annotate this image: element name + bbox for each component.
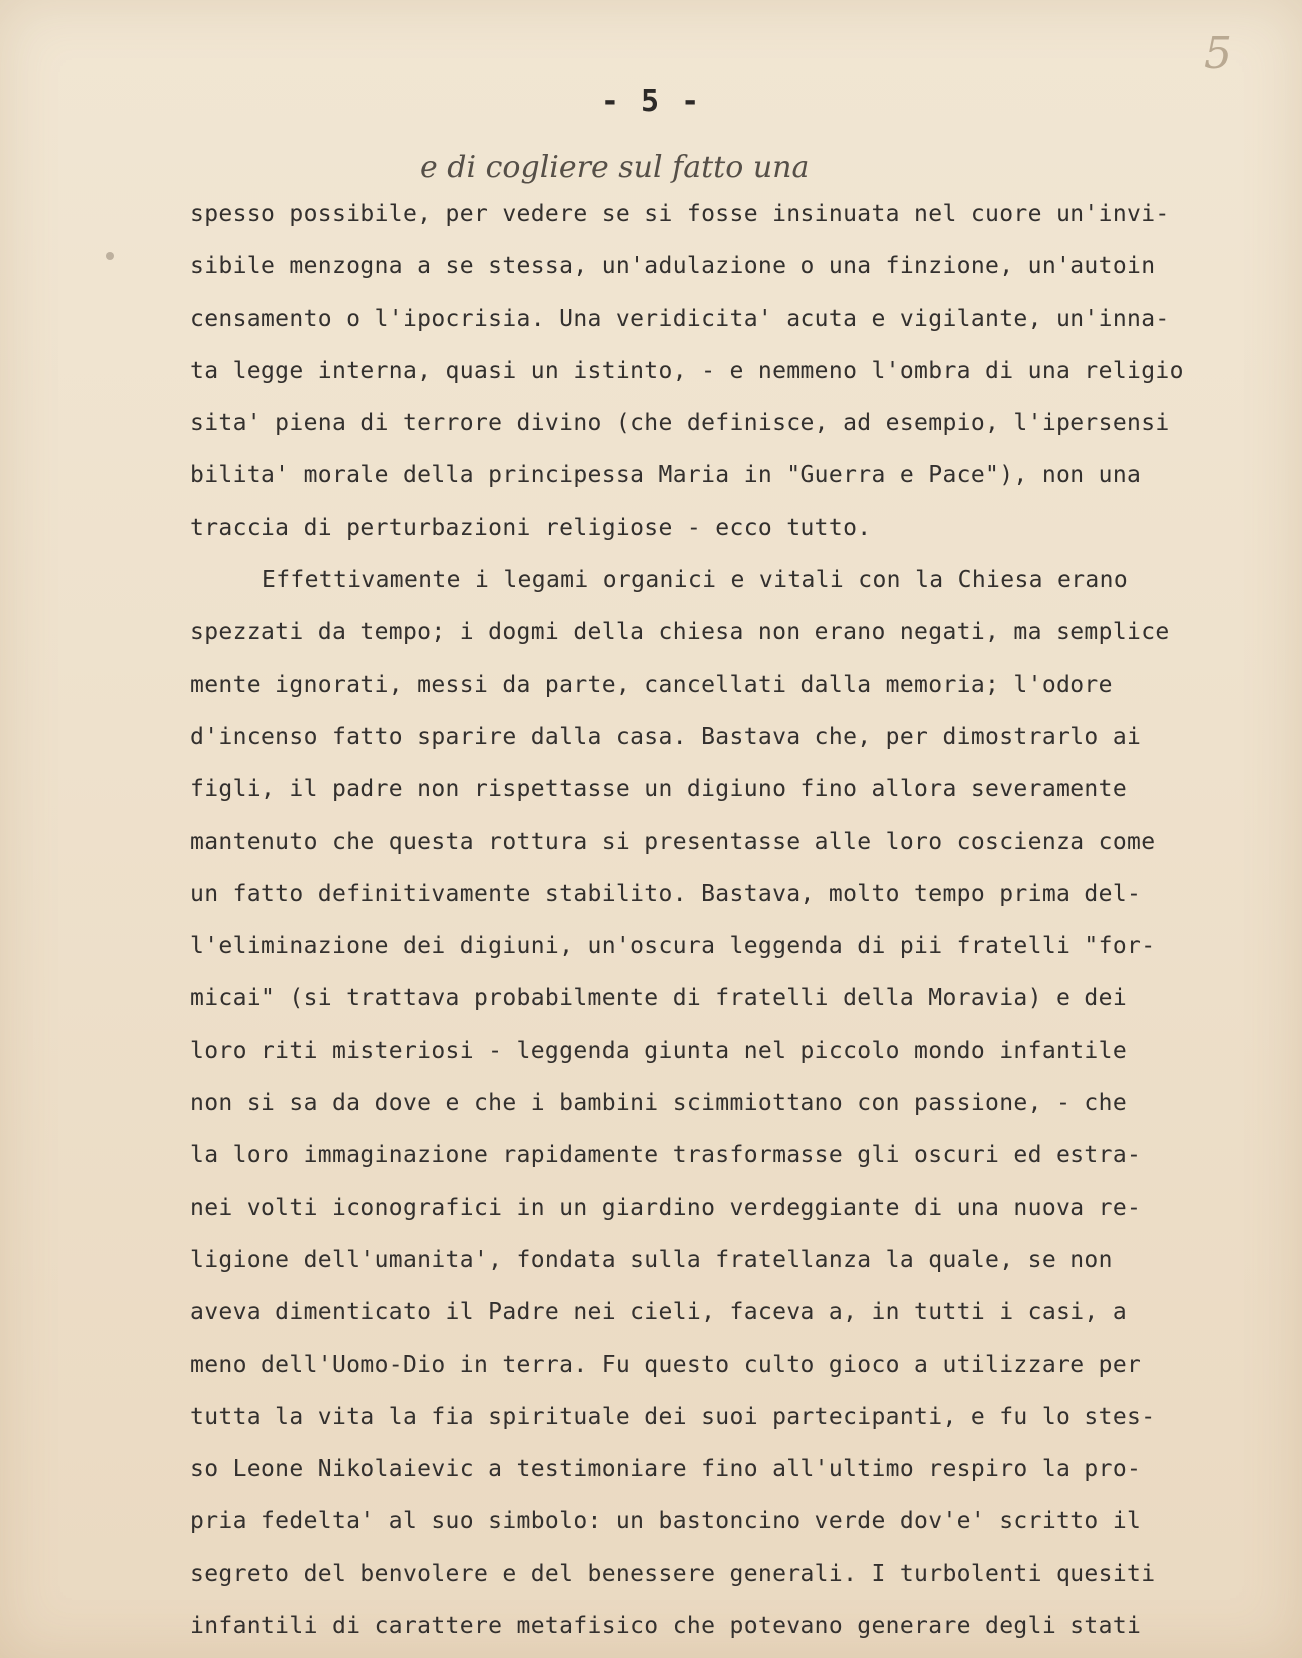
text-line: figli, il padre non rispettasse un digiuno fino allora severamente <box>190 776 1128 803</box>
punch-mark <box>106 252 114 260</box>
text-line: spesso possibile, per vedere se si fosse insinuata nel cuore un'invi- <box>190 201 1170 227</box>
text-line: non si sa da dove e che i bambini scimmiottano con passione, - che <box>190 1090 1128 1117</box>
text-line: pria fedelta' al suo simbolo: un bastoncino verde dov'e' scritto il <box>190 1508 1142 1535</box>
text-line: la loro immaginazione rapidamente trasformasse gli oscuri ed estra- <box>190 1142 1142 1169</box>
text-line: segreto del benvolere e del benessere generali. I turbolenti quesiti <box>190 1560 1156 1587</box>
text-line: d'incenso fatto sparire dalla casa. Bastava che, per dimostrarlo ai <box>190 723 1142 750</box>
text-line: ligione dell'umanita', fondata sulla fratellanza la quale, se non <box>190 1246 1113 1273</box>
page-number: - 5 - <box>600 84 702 119</box>
text-line: Effettivamente i legami organici e vitali con la Chiesa erano <box>262 567 1129 594</box>
text-line: l'eliminazione dei digiuni, un'oscura leggenda di pii fratelli "for- <box>190 933 1156 960</box>
text-line: sita' piena di terrore divino (che definisce, ad esempio, l'ipersensi <box>190 410 1170 437</box>
text-line: meno dell'Uomo-Dio in terra. Fu questo culto gioco a utilizzare per <box>190 1351 1142 1378</box>
text-line: censamento o l'ipocrisia. Una veridicita' acuta e vigilante, un'inna- <box>190 305 1170 332</box>
text-line: sibile menzogna a se stessa, un'adulazione o una finzione, un'autoin <box>190 253 1156 280</box>
text-line: un fatto definitivamente stabilito. Bastava, molto tempo prima del- <box>190 880 1142 907</box>
text-line: infantili di carattere metafisico che potevano generare degli stati <box>190 1613 1142 1640</box>
text-line: spezzati da tempo; i dogmi della chiesa non erano negati, ma semplice <box>190 619 1170 646</box>
text-line: bilita' morale della principessa Maria in "Guerra e Pace"), non una <box>190 462 1142 489</box>
text-line: ta legge interna, quasi un istinto, - e nemmeno l'ombra di una religio <box>190 357 1184 384</box>
text-line: mantenuto che questa rottura si presentasse alle loro coscienza come <box>190 828 1156 855</box>
typewritten-text <box>190 188 1230 1652</box>
corner-page-number: 5 <box>1204 28 1232 79</box>
text-line: loro riti misteriosi - leggenda giunta nel piccolo mondo infantile <box>190 1037 1128 1064</box>
text-line: nei volti iconografici in un giardino verdeggiante di una nuova re- <box>190 1194 1142 1221</box>
handwritten-insertion: e di cogliere sul fatto una <box>420 150 810 185</box>
text-line: mente ignorati, messi da parte, cancellati dalla memoria; l'odore <box>190 671 1113 698</box>
text-line: so Leone Nikolaievic a testimoniare fino all'ultimo respiro la pro- <box>190 1456 1142 1483</box>
text-line: tutta la vita la fia spirituale dei suoi partecipanti, e fu lo stes- <box>190 1403 1156 1430</box>
text-line: aveva dimenticato il Padre nei cieli, faceva a, in tutti i casi, a <box>190 1299 1128 1326</box>
text-line: traccia di perturbazioni religiose - ecco tutto. <box>190 514 872 541</box>
text-line: micai" (si trattava probabilmente di fratelli della Moravia) e dei <box>190 985 1128 1012</box>
